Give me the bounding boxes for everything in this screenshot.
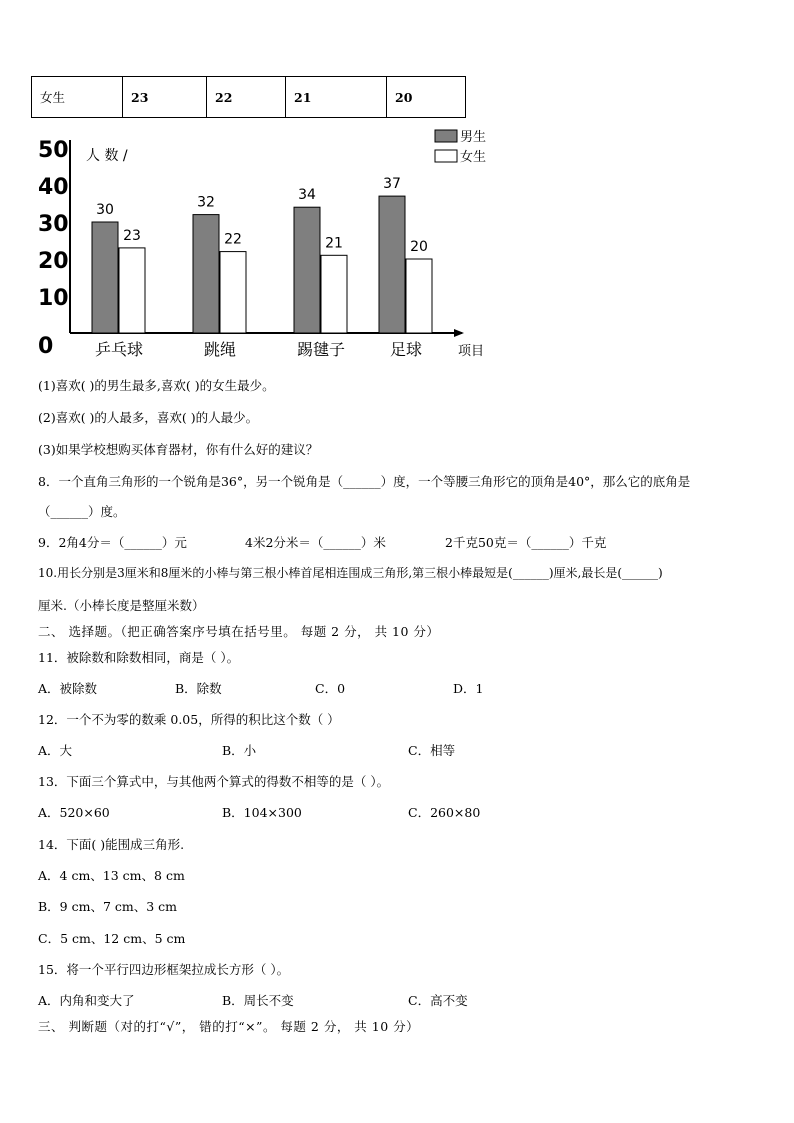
option: B．除数 xyxy=(175,681,222,696)
question-10-cont: 厘米.（小棒长度是整厘米数） xyxy=(38,598,205,613)
x-tick-label: 乒乓球 xyxy=(94,340,144,359)
option: D．1 xyxy=(453,681,484,696)
question-7-2: (2)喜欢( )的人最多，喜欢( )的人最少。 xyxy=(38,410,259,425)
question-15: 15．将一个平行四边形框架拉成长方形（ ）。 xyxy=(38,962,290,977)
question-7-3: (3)如果学校想购买体育器材，你有什么好的建议？ xyxy=(38,442,319,457)
data-label: 32 xyxy=(197,194,215,211)
table-cell: 21 xyxy=(286,77,387,118)
x-tick-label: 踢毽子 xyxy=(296,340,346,359)
question-10: 10.用长分别是3厘米和8厘米的小棒与第三根小棒首尾相连围成三角形,第三根小棒最短是(______)厘米,最长是(______) xyxy=(38,566,663,580)
legend-swatch xyxy=(435,150,457,162)
option: C．0 xyxy=(315,681,346,696)
data-label: 20 xyxy=(410,239,428,255)
question-13: 13．下面三个算式中，与其他两个算式的得数不相等的是（ ）。 xyxy=(38,774,390,789)
option: A．大 xyxy=(38,743,73,758)
data-label: 21 xyxy=(325,235,343,252)
table-cell: 20 xyxy=(387,77,466,118)
bar xyxy=(220,252,246,333)
legend-label: 女生 xyxy=(460,150,487,165)
option: A．4 cm、13 cm、8 cm xyxy=(38,868,185,883)
option: B．周长不变 xyxy=(222,993,294,1008)
option: A．520×60 xyxy=(38,805,110,820)
bar xyxy=(379,196,405,333)
question-14: 14．下面( )能围成三角形. xyxy=(38,837,185,852)
y-tick-label: 40 xyxy=(38,175,69,200)
bar xyxy=(193,215,219,333)
table-row-label: 女生 xyxy=(32,77,123,118)
section-3-heading: 三、 判断题（对的打“√”， 错的打“×”。 每题 2 分， 共 10 分） xyxy=(38,1019,420,1034)
option: C．260×80 xyxy=(408,805,481,820)
data-label: 37 xyxy=(383,176,401,193)
bar xyxy=(321,255,347,333)
data-table xyxy=(31,76,466,118)
bar xyxy=(406,259,432,333)
option: B．小 xyxy=(222,743,257,758)
y-tick-label: 50 xyxy=(38,138,69,163)
y-axis-label: 人 数 / xyxy=(86,148,128,164)
legend-label: 男生 xyxy=(460,130,487,145)
bar xyxy=(119,248,145,333)
section-2-heading: 二、 选择题。（把正确答案序号填在括号里。 每题 2 分， 共 10 分） xyxy=(38,624,440,639)
y-tick-label: 0 xyxy=(38,334,54,359)
option: B．104×300 xyxy=(222,805,302,820)
x-tick-label: 足球 xyxy=(389,340,423,359)
x-tick-label: 跳绳 xyxy=(203,340,237,359)
bar-chart xyxy=(0,120,794,490)
question-9-a: 9．2角4分＝（______）元 xyxy=(38,535,187,550)
y-tick-label: 30 xyxy=(38,212,69,237)
option: A．被除数 xyxy=(38,681,98,696)
y-tick-label: 20 xyxy=(38,249,69,274)
y-tick-label: 10 xyxy=(38,286,69,311)
option: A．内角和变大了 xyxy=(38,993,135,1008)
question-12: 12．一个不为零的数乘 0.05，所得的积比这个数（ ） xyxy=(38,712,340,727)
data-label: 23 xyxy=(123,227,141,244)
table-cell: 23 xyxy=(123,77,207,118)
option: C．5 cm、12 cm、5 cm xyxy=(38,931,186,946)
question-8-cont: （______）度。 xyxy=(38,504,126,519)
option: C．相等 xyxy=(408,743,456,758)
x-axis-arrow xyxy=(454,329,464,337)
question-8: 8．一个直角三角形的一个锐角是36°，另一个锐角是（______）度，一个等腰三角形它的顶角是40°，那么它的底角是 xyxy=(38,474,691,489)
table-cell: 22 xyxy=(207,77,286,118)
question-9-c: 2千克50克＝（______）千克 xyxy=(445,535,607,550)
question-7-1: (1)喜欢( )的男生最多,喜欢( )的女生最少。 xyxy=(38,378,275,393)
data-label: 30 xyxy=(96,202,114,218)
question-11: 11．被除数和除数相同，商是（ ）。 xyxy=(38,650,240,665)
table-row xyxy=(32,77,466,118)
legend-swatch xyxy=(435,130,457,142)
bar xyxy=(92,222,118,333)
x-axis-label: 项目 xyxy=(458,344,485,359)
bar xyxy=(294,207,320,333)
question-9-b: 4米2分米＝（______）米 xyxy=(245,535,386,550)
data-label: 34 xyxy=(298,187,316,204)
option: C．高不变 xyxy=(408,993,468,1008)
data-label: 22 xyxy=(224,231,242,248)
option: B．9 cm、7 cm、3 cm xyxy=(38,899,178,914)
